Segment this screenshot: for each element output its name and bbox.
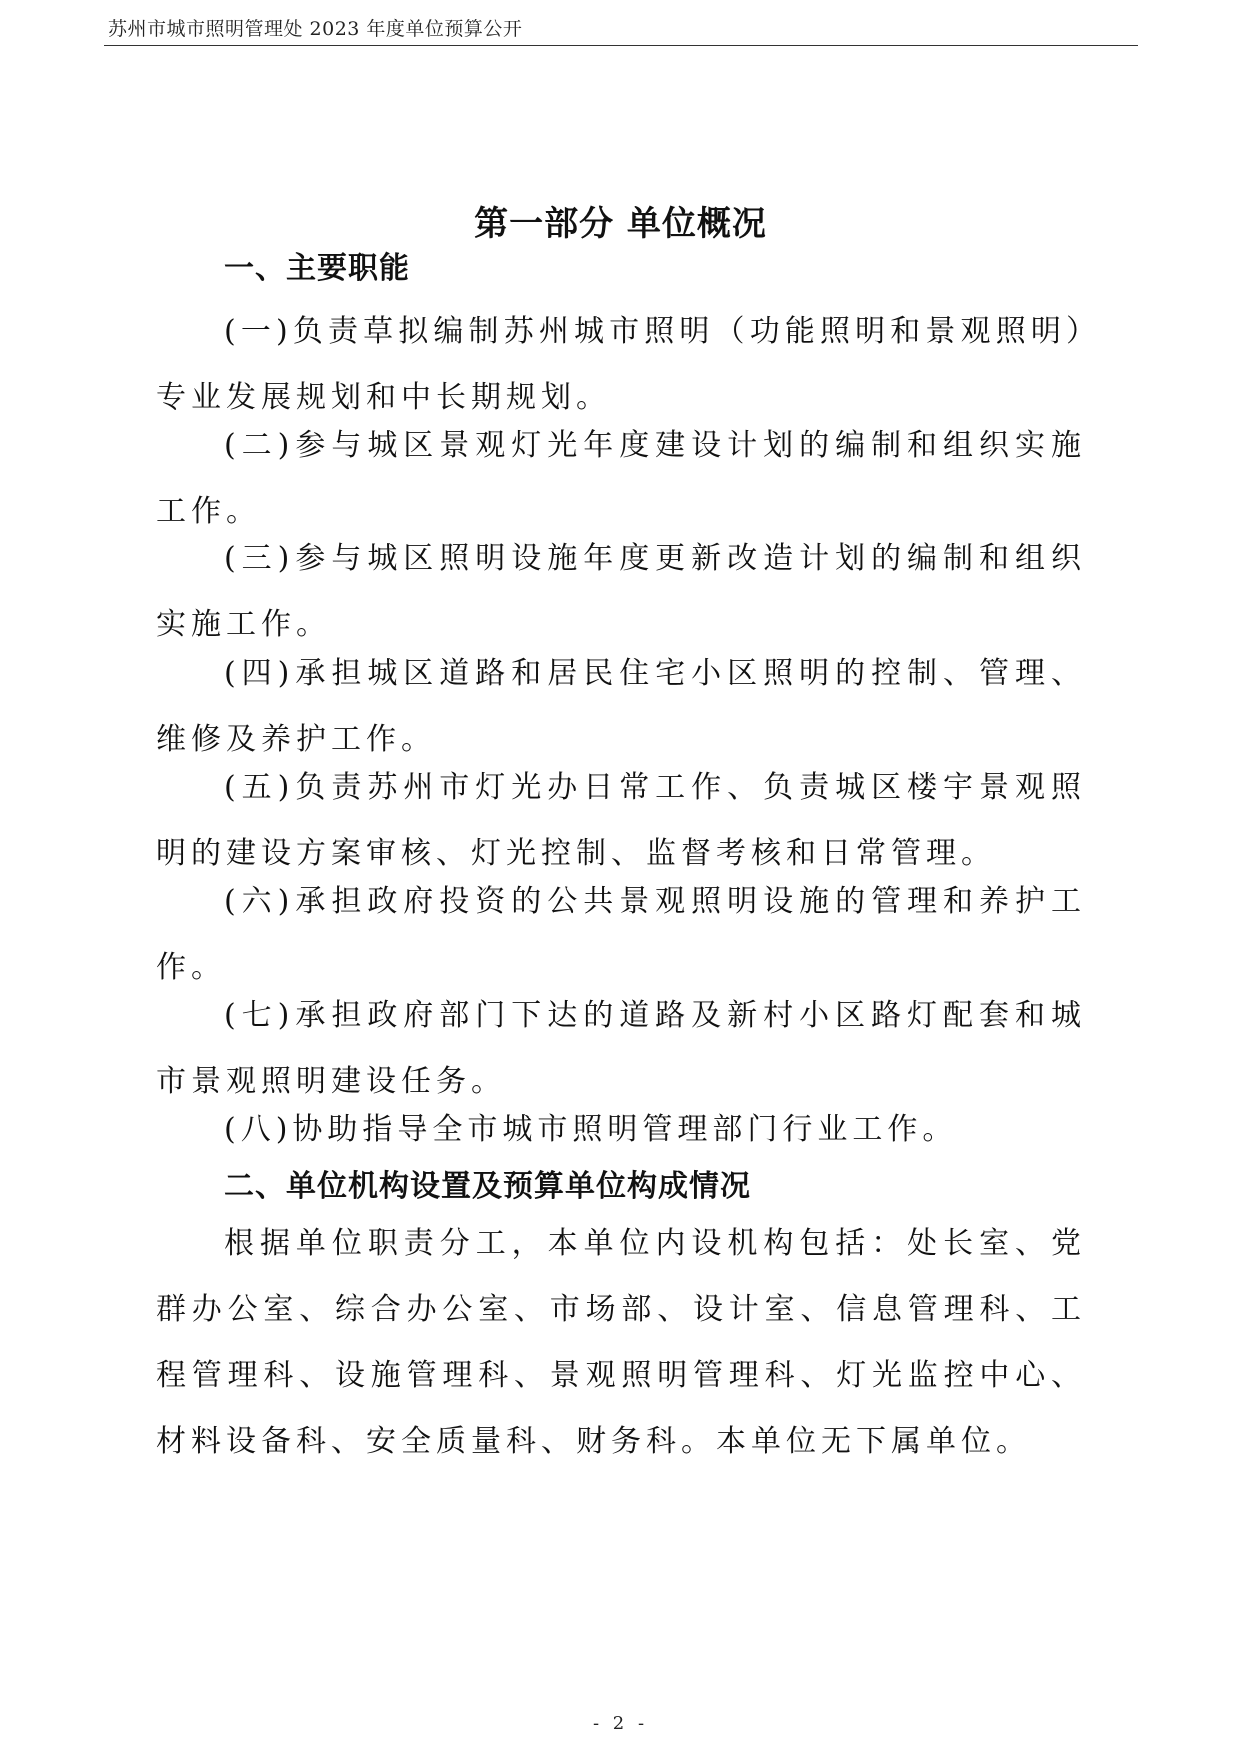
function-item-3: (三)参与城区照明设施年度更新改造计划的编制和组织实施工作。 bbox=[156, 541, 1086, 642]
page-header-title: 苏州市城市照明管理处 2023 年度单位预算公开 bbox=[108, 18, 523, 40]
organization-paragraph: 根据单位职责分工，本单位内设机构包括：处长室、党群办公室、综合办公室、市场部、设计室、信息管理科、工程管理科、设施管理科、景观照明管理科、灯光监控中心、材料设备科、安全质量科、财务科。本单位无下属单位。 bbox=[156, 1226, 1086, 1459]
function-item-2: (二)参与城区景观灯光年度建设计划的编制和组织实施工作。 bbox=[156, 428, 1086, 529]
function-item-8: (八)协助指导全市城市照明管理部门行业工作。 bbox=[224, 1112, 958, 1147]
page-number: - 2 - bbox=[592, 1713, 649, 1734]
function-item-6: (六)承担政府投资的公共景观照明设施的管理和养护工作。 bbox=[156, 884, 1086, 985]
section-heading-main-functions: 一、主要职能 bbox=[224, 251, 410, 286]
header-divider bbox=[104, 45, 1138, 46]
function-item-1: (一)负责草拟编制苏州城市照明（功能照明和景观照明）专业发展规划和中长期规划。 bbox=[156, 314, 1086, 415]
function-item-4: (四)承担城区道路和居民住宅小区照明的控制、管理、维修及养护工作。 bbox=[156, 656, 1086, 757]
function-item-7: (七)承担政府部门下达的道路及新村小区路灯配套和城市景观照明建设任务。 bbox=[156, 998, 1086, 1099]
part-title: 第一部分 单位概况 bbox=[474, 204, 767, 244]
function-item-5: (五)负责苏州市灯光办日常工作、负责城区楼宇景观照明的建设方案审核、灯光控制、监督考核和日常管理。 bbox=[156, 770, 1086, 871]
section-heading-organization: 二、单位机构设置及预算单位构成情况 bbox=[224, 1169, 751, 1204]
